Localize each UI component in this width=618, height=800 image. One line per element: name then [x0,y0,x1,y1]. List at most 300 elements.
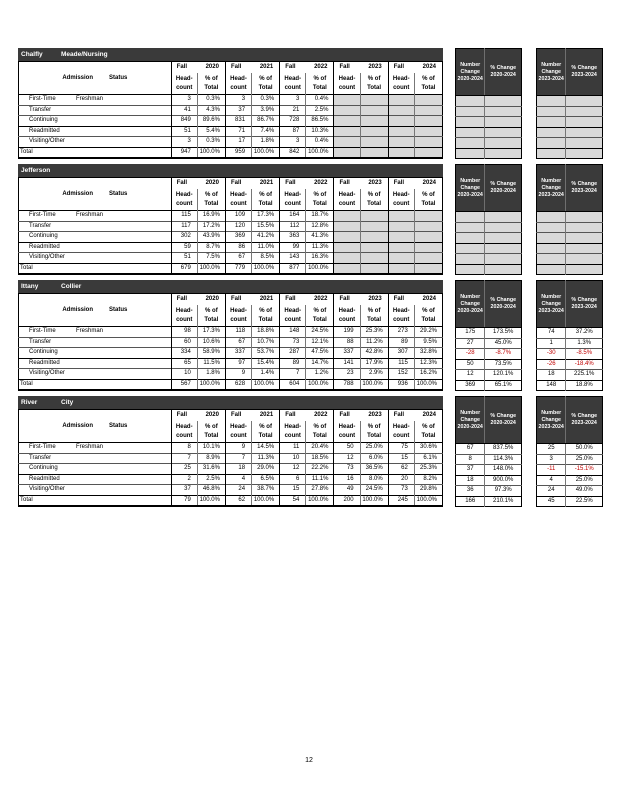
change-pct-cell: 173.5% [485,328,522,339]
season-label: Fall [230,412,242,418]
headcount-cell: 842 [280,147,306,158]
subheader-pct: % of Total [360,421,388,443]
change-number-header: Number Change 2020-2024 [456,397,485,444]
enrollment-table-wrap [18,48,443,159]
subheader-pct: % of Total [252,73,280,95]
change-pct-cell: 73.5% [485,359,522,370]
headcount-cell [334,221,360,232]
enrollment-table [18,177,443,275]
headcount-cell: 369 [225,232,251,243]
change-number-cell: 369 [456,380,485,391]
subheader-pct: % of Total [306,73,334,95]
subheader-pct: % of Total [414,305,442,327]
change-row [456,264,522,275]
headcount-cell: 88 [334,337,360,348]
pct-cell: 25.3% [414,464,442,475]
change-number-cell [537,106,566,117]
change-row [537,96,603,107]
change-pct-cell [566,127,603,138]
admission-status-header [19,62,172,95]
table-row [19,485,443,496]
change-table-1yr [536,396,603,507]
subheader-pct: % of Total [197,421,225,443]
subheader-pct: % of Total [197,305,225,327]
headcount-cell: 79 [171,495,197,506]
pct-cell: 11.2% [360,337,388,348]
change-row [456,380,522,391]
change-range-label: 2020-2024 [457,307,483,314]
season-label: Fall [176,296,188,302]
headcount-cell [334,147,360,158]
subheader-headcount: Head- count [388,305,414,327]
total-row [19,495,443,506]
pct-cell: 1.4% [252,369,280,380]
change-row [456,233,522,244]
year-header [280,62,334,74]
subheader-headcount: Head- count [334,421,360,443]
change-number-cell: -11 [537,465,566,476]
change-pct-cell: 45.0% [485,338,522,349]
headcount-cell: 7 [225,453,251,464]
table-row [19,105,443,116]
row-label [19,443,172,454]
row-label [19,253,172,264]
subheader-headcount: Head- count [334,305,360,327]
pct-cell: 42.8% [360,348,388,359]
year-label: 2020 [205,412,219,418]
row-label-text: Visiting/Other [29,370,65,376]
headcount-cell: 7 [171,453,197,464]
change-row [537,359,603,370]
change-number-cell [537,254,566,265]
pct-cell: 2.9% [360,369,388,380]
change-number-cell: 74 [537,328,566,339]
subheader-headcount: Head- count [171,305,197,327]
year-label: 2021 [259,296,274,302]
pct-cell: 11.3% [306,242,334,253]
change-row [456,212,522,223]
change-number-cell: 8 [456,454,485,465]
table-row [19,337,443,348]
pct-cell [414,221,442,232]
headcount-cell: 67 [225,337,251,348]
change-pct-cell [566,96,603,107]
pct-cell: 11.3% [252,453,280,464]
season-label: Fall [339,412,350,418]
pct-cell [360,253,388,264]
table-row [19,221,443,232]
headcount-cell: 877 [280,263,306,274]
pct-cell: 100.0% [197,379,225,390]
pct-cell: 7.4% [252,126,280,137]
year-header [171,178,225,190]
change-number-cell [537,243,566,254]
headcount-cell: 947 [171,147,197,158]
change-table-5yr-wrap [455,280,522,391]
pct-cell: 0.3% [197,137,225,148]
pct-cell: 0.3% [197,95,225,106]
enrollment-table [18,61,443,159]
pct-cell: 86.7% [252,116,280,127]
headcount-cell: 51 [171,126,197,137]
change-row [537,338,603,349]
year-label: 2024 [422,296,436,302]
headcount-cell: 273 [388,327,414,338]
season-label: Fall [176,64,188,70]
change-pct-header: % Change 2020-2024 [485,49,522,96]
campus-block [18,396,603,507]
table-row [19,348,443,359]
pct-cell: 29.8% [414,485,442,496]
headcount-cell: 3 [225,95,251,106]
season-label: Fall [339,64,350,70]
pct-cell [360,263,388,274]
headcount-cell: 9 [225,369,251,380]
change-pct-header: % Change 2020-2024 [485,165,522,212]
pct-cell: 10.3% [306,126,334,137]
year-header [225,62,279,74]
change-pct-cell: 37.2% [566,328,603,339]
subheader-headcount: Head- count [225,421,251,443]
year-header [388,294,442,306]
year-label: 2021 [259,180,274,186]
change-number-cell [537,127,566,138]
change-row [537,380,603,391]
headcount-cell: 20 [388,474,414,485]
pct-cell: 100.0% [252,147,280,158]
pct-cell: 17.3% [252,211,280,222]
subheader-pct: % of Total [306,189,334,211]
change-pct-cell [566,148,603,159]
change-table-1yr-wrap [536,396,603,507]
change-number-cell: 175 [456,328,485,339]
change-row [537,328,603,339]
pct-cell: 5.4% [197,126,225,137]
year-header [334,62,388,74]
pct-cell: 41.3% [306,232,334,243]
change-range-label: 2020-2024 [457,191,483,198]
enrollment-table-wrap [18,164,443,275]
season-label: Fall [393,296,405,302]
change-range-label: 2020-2024 [457,75,483,82]
pct-cell [414,147,442,158]
headcount-cell: 10 [171,369,197,380]
change-number-cell [456,127,485,138]
headcount-cell: 199 [334,327,360,338]
year-header [280,178,334,190]
pct-cell: 100.0% [414,379,442,390]
campus-block [18,280,603,391]
change-row [456,138,522,149]
headcount-cell [388,147,414,158]
pct-cell: 0.3% [252,95,280,106]
row-label [19,369,172,380]
subheader-pct: % of Total [414,73,442,95]
change-pct-cell [566,222,603,233]
pct-cell: 8.9% [197,453,225,464]
change-number-cell: -30 [537,349,566,360]
headcount-cell [388,95,414,106]
pct-cell: 86.5% [306,116,334,127]
campus-name-secondary: Meade/Nursing [61,51,108,58]
subheader-headcount: Head- count [171,73,197,95]
change-number-cell: 18 [456,475,485,486]
season-label: Fall [230,64,242,70]
pct-cell: 38.7% [252,485,280,496]
change-row [456,465,522,476]
row-label [19,242,172,253]
change-pct-cell [485,243,522,254]
pct-cell: 36.5% [360,464,388,475]
row-label-text: First-Time [29,444,56,450]
headcount-cell: 73 [388,485,414,496]
change-pct-cell [485,138,522,149]
year-label: 2020 [205,296,219,302]
change-number-cell: 148 [537,380,566,391]
subheader-headcount: Head- count [171,421,197,443]
change-number-cell [456,117,485,128]
row-label [19,485,172,496]
row-label [19,358,172,369]
change-pct-cell: 1.3% [566,338,603,349]
change-number-cell: 4 [537,475,566,486]
change-pct-cell [566,254,603,265]
year-label: 2024 [422,180,436,186]
change-pct-cell: 18.8% [566,380,603,391]
headcount-cell: 117 [171,221,197,232]
change-row [456,222,522,233]
headcount-cell: 15 [280,485,306,496]
change-pct-cell: 25.0% [566,454,603,465]
change-pct-cell: 25.0% [566,475,603,486]
row-label-text: Visiting/Other [29,254,65,260]
pct-cell [414,116,442,127]
headcount-cell: 54 [280,495,306,506]
headcount-cell [388,116,414,127]
change-number-cell [456,148,485,159]
campus-block [18,48,603,159]
change-pct-cell [566,117,603,128]
headcount-cell: 37 [225,105,251,116]
change-header-row [456,165,522,212]
change-header-row [537,281,603,328]
pct-cell: 4.3% [197,105,225,116]
headcount-cell: 21 [280,105,306,116]
pct-cell: 11.0% [252,242,280,253]
change-pct-cell [485,212,522,223]
campus-name: Ittany [21,283,39,290]
pct-cell: 100.0% [306,495,334,506]
headcount-cell: 89 [280,358,306,369]
headcount-cell: 6 [280,474,306,485]
change-row [456,496,522,507]
pct-cell: 20.4% [306,443,334,454]
change-row [537,486,603,497]
headcount-cell: 18 [225,464,251,475]
change-number-cell: -26 [537,359,566,370]
campus-title-bar [18,396,443,409]
change-pct-cell: 900.0% [485,475,522,486]
change-pct-cell [485,96,522,107]
change-range-label: 2023-2024 [571,420,597,426]
row-label [19,379,172,390]
pct-cell [360,211,388,222]
headcount-cell [388,263,414,274]
change-number-header: Number Change 2020-2024 [456,165,485,212]
change-row [456,349,522,360]
change-header-row [456,397,522,444]
row-label [19,137,172,148]
change-range-label: 2023-2024 [571,304,597,310]
change-pct-cell [485,117,522,128]
table-row [19,474,443,485]
headcount-cell [388,137,414,148]
pct-cell: 43.9% [197,232,225,243]
pct-cell [360,137,388,148]
campus-name: River [21,399,38,406]
subheader-pct: % of Total [306,305,334,327]
row-label-text: Total [20,148,33,155]
pct-cell: 100.0% [360,379,388,390]
campus-name: Jefferson [21,167,51,174]
change-number-header: Number Change 2023-2024 [537,49,566,96]
change-row [456,106,522,117]
year-header [171,294,225,306]
pct-cell: 100.0% [197,495,225,506]
headcount-cell: 604 [280,379,306,390]
year-label: 2022 [314,64,328,70]
change-row [456,370,522,381]
pct-cell: 10.1% [197,443,225,454]
change-number-cell: 1 [537,338,566,349]
admission-status-header [19,410,172,443]
pct-cell: 12.8% [306,221,334,232]
change-number-cell [537,117,566,128]
row-label-text: Transfer [29,106,52,113]
change-number-cell [537,264,566,275]
pct-cell: 100.0% [252,379,280,390]
headcount-cell [388,253,414,264]
pct-cell: 1.8% [197,369,225,380]
headcount-cell: 37 [171,485,197,496]
change-header-row [537,397,603,444]
year-label: 2022 [314,180,328,186]
pct-cell: 30.6% [414,443,442,454]
change-row [537,222,603,233]
season-label: Fall [339,180,350,186]
pct-cell: 46.8% [197,485,225,496]
pct-cell: 14.5% [252,443,280,454]
change-number-header: Number Change 2020-2024 [456,281,485,328]
headcount-cell: 23 [334,369,360,380]
season-label: Fall [285,296,296,302]
season-label: Fall [230,296,242,302]
pct-cell: 7.5% [197,253,225,264]
pct-cell: 100.0% [306,379,334,390]
change-table-1yr [536,280,603,391]
campus-name-secondary: City [61,399,74,406]
pct-cell: 27.8% [306,485,334,496]
headcount-cell: 959 [225,147,251,158]
change-row [456,454,522,465]
headcount-cell: 849 [171,116,197,127]
headcount-cell: 12 [334,453,360,464]
change-row [456,243,522,254]
pct-cell [414,232,442,243]
headcount-cell: 16 [334,474,360,485]
change-range-label: 2023-2024 [571,72,597,78]
pct-cell: 12.1% [306,337,334,348]
change-number-cell [537,222,566,233]
season-label: Fall [285,412,296,418]
change-pct-header: % Change 2023-2024 [566,281,603,328]
pct-cell: 3.9% [252,105,280,116]
subheader-headcount: Head- count [171,189,197,211]
pct-cell: 8.5% [252,253,280,264]
table-row [19,211,443,222]
change-row [537,212,603,223]
headcount-cell: 112 [280,221,306,232]
change-pct-cell [566,138,603,149]
change-pct-cell: 225.1% [566,370,603,381]
row-label-text: Visiting/Other [29,486,65,492]
headcount-cell: 337 [334,348,360,359]
headcount-cell: 115 [388,358,414,369]
row-label-text: Readmitted [29,243,60,250]
headcount-cell: 152 [388,369,414,380]
row-label [19,348,172,359]
headcount-cell: 118 [225,327,251,338]
pct-cell: 17.3% [197,327,225,338]
pct-cell: 25.3% [360,327,388,338]
change-range-label: 2023-2024 [538,423,564,430]
year-label: 2022 [314,296,328,302]
change-range-label: 2020-2024 [490,72,516,78]
headcount-cell: 679 [171,263,197,274]
row-label [19,221,172,232]
headcount-cell: 3 [171,137,197,148]
subheader-headcount: Head- count [225,189,251,211]
pct-cell: 12.3% [414,358,442,369]
table-row [19,369,443,380]
headcount-cell: 2 [171,474,197,485]
change-row [456,254,522,265]
change-table-5yr [455,48,522,159]
headcount-cell: 11 [280,443,306,454]
headcount-cell: 75 [388,443,414,454]
year-label: 2023 [368,296,382,302]
headcount-cell: 143 [280,253,306,264]
subheader-headcount: Head- count [280,189,306,211]
change-number-cell [456,138,485,149]
headcount-cell: 8 [171,443,197,454]
change-row [537,370,603,381]
change-table-1yr-wrap [536,48,603,159]
change-row [537,138,603,149]
change-row [456,486,522,497]
headcount-cell: 307 [388,348,414,359]
change-number-cell [537,96,566,107]
headcount-cell: 3 [280,137,306,148]
change-number-cell: 3 [537,454,566,465]
enrollment-table-wrap [18,396,443,507]
report-content [18,48,603,512]
headcount-cell: 73 [280,337,306,348]
row-label-text: Continuing [29,349,58,355]
row-label [19,327,172,338]
row-label [19,116,172,127]
pct-cell: 31.6% [197,464,225,475]
